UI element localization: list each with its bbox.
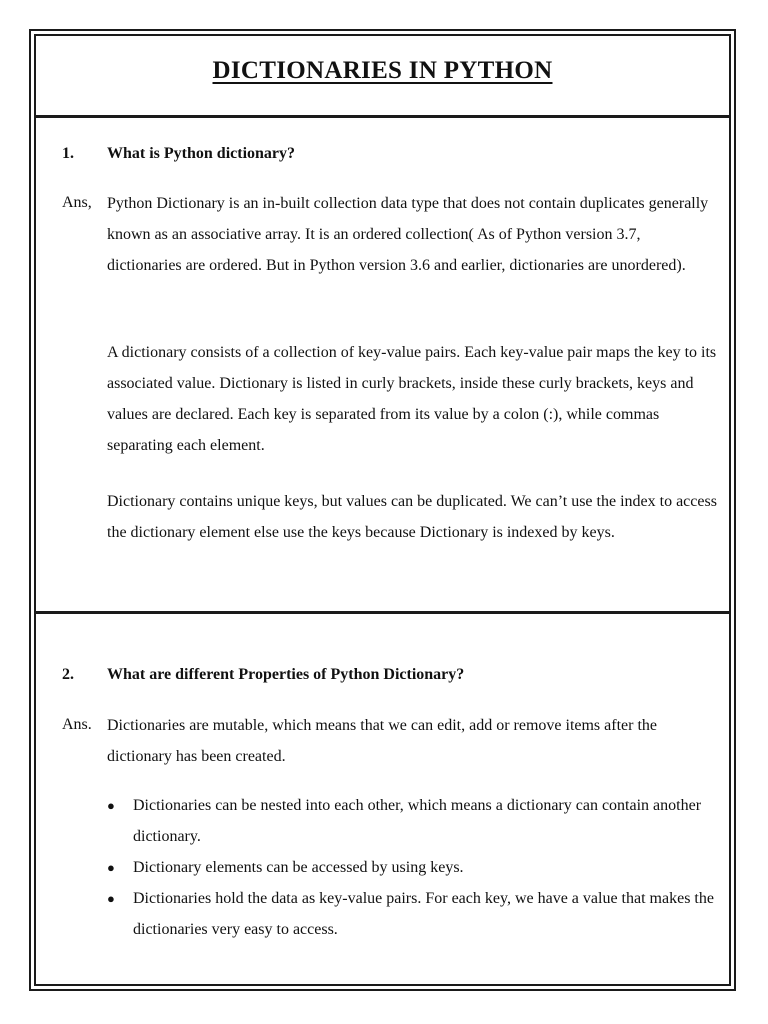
list-item-text: Dictionary elements can be accessed by using keys. <box>133 859 464 876</box>
answer-2-label: Ans. <box>62 716 92 733</box>
bullet-icon: ● <box>107 860 115 875</box>
bullet-icon: ● <box>107 798 115 813</box>
list-item <box>107 883 719 945</box>
answer-1-label: Ans, <box>62 194 92 211</box>
list-item <box>107 852 719 883</box>
page-title: DICTIONARIES IN PYTHON <box>212 57 553 84</box>
question-1-text: What is Python dictionary? <box>107 145 296 162</box>
answer-2-paragraph-1: Dictionaries are mutable, which means that we can edit, add or remove items after the dictionary has been created. <box>107 717 658 765</box>
answer-1-paragraph-1: Python Dictionary is an in-built collection data type that does not contain duplicates generally known as an associative array. It is an ordered collection( As of Python version 3.7, dictionaries are ordered. But in Python version 3.6 and earlier, dictionaries are unordered). <box>107 195 709 274</box>
answer-1-paragraph-3: Dictionary contains unique keys, but values can be duplicated. We can’t use the index to access the dictionary element else use the keys because Dictionary is indexed by keys. <box>107 493 717 541</box>
list-item-text: Dictionaries can be nested into each other, which means a dictionary can contain another dictionary. <box>133 797 702 845</box>
question-2-text: What are different Properties of Python Dictionary? <box>107 666 465 683</box>
bullet-icon: ● <box>107 891 115 906</box>
section-divider <box>34 611 731 614</box>
title-divider <box>34 115 731 118</box>
list-item-text: Dictionaries hold the data as key-value pairs. For each key, we have a value that makes the dictionaries very easy to access. <box>133 890 714 938</box>
properties-list <box>107 790 719 945</box>
question-2-number: 2. <box>62 666 74 683</box>
list-item <box>107 790 719 852</box>
question-1-number: 1. <box>62 145 74 162</box>
answer-1-paragraph-2: A dictionary consists of a collection of key-value pairs. Each key-value pair maps the key to its associated value. Dictionary is listed in curly brackets, inside these curly brackets, keys and values are declared. Each key is separated from its value by a colon (:), while commas separating each element. <box>107 344 717 454</box>
